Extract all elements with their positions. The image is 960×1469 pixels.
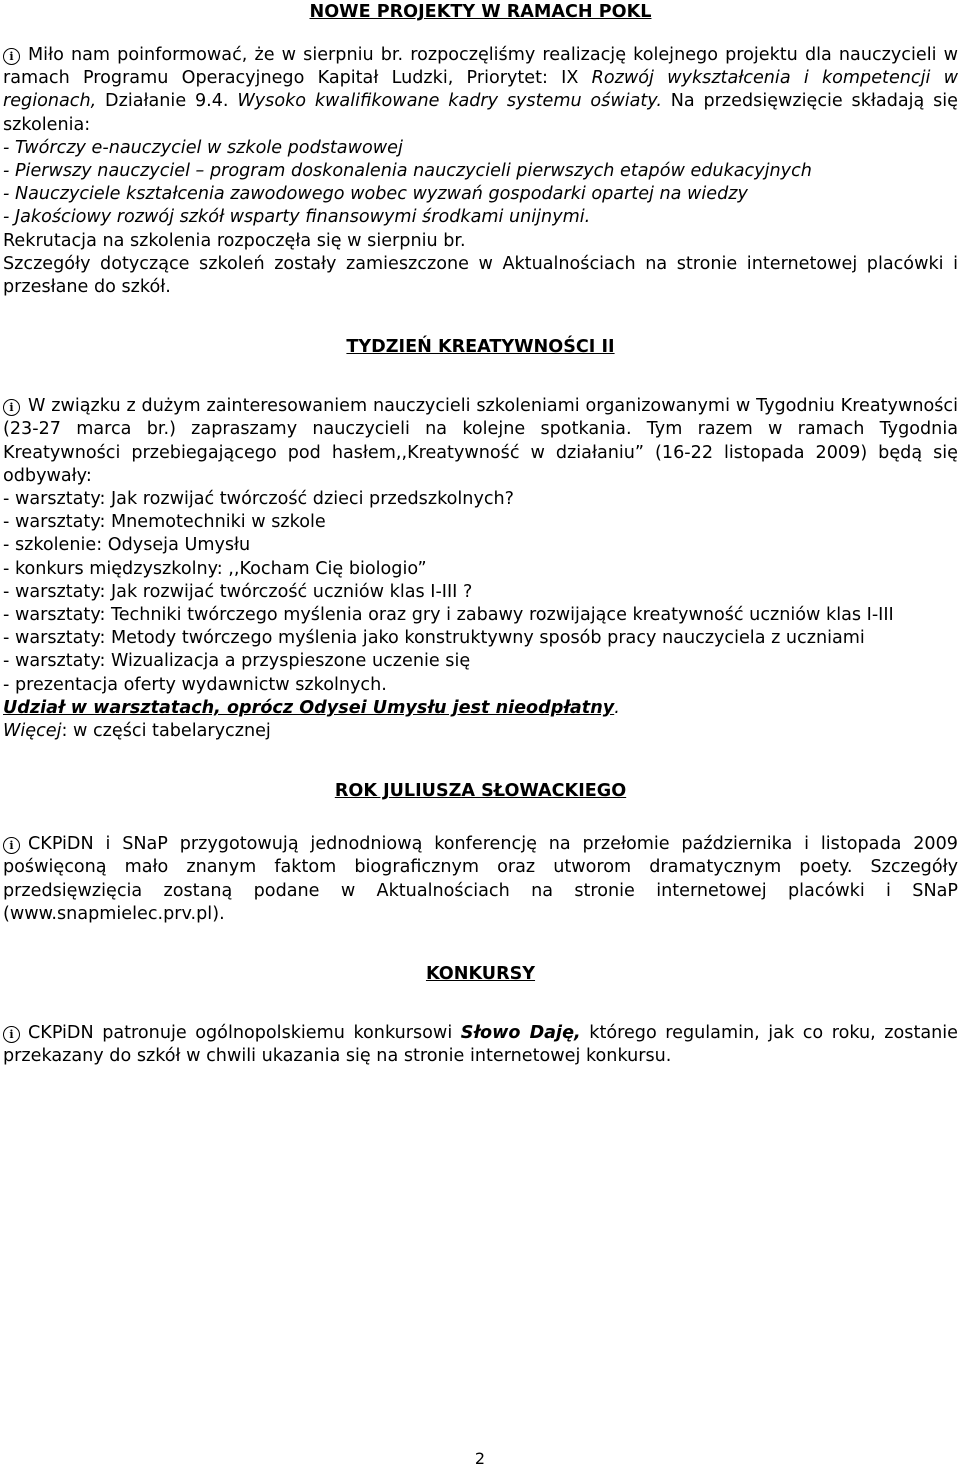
info-icon: i [3, 399, 20, 416]
contests-text-a: CKPiDN patronuje ogólnopolskiemu konkursowi [28, 1023, 453, 1044]
heading-contests: KONKURSY [425, 964, 536, 985]
creativity-item: - szkolenie: Odyseja Umysłu [3, 535, 251, 556]
creativity-intro [3, 395, 958, 488]
creativity-item: - warsztaty: Wizualizacja a przyspieszone uczenie się [3, 651, 471, 672]
pokl-item: - Twórczy e-nauczyciel w szkole podstawowej [3, 137, 403, 158]
creativity-free-note [3, 697, 958, 720]
pokl-text-a: Miło nam poinformować, że w sierpniu br. rozpoczęliśmy realizację kolejnego projektu dla nauczycieli w ramach Programu Operacyjnego Kapitał Ludzki, Priorytet: IX [3, 45, 958, 89]
pokl-item: - Pierwszy nauczyciel – program doskonalenia nauczycieli pierwszych etapów edukacyjnych [3, 161, 812, 182]
contests-paragraph [3, 1022, 958, 1068]
free-note-end: . [614, 697, 620, 718]
pokl-item: - Nauczyciele kształcenia zawodowego wobec wyzwań gospodarki opartej na wiedzy [3, 184, 748, 205]
pokl-item: - Jakościowy rozwój szkół wsparty finansowymi środkami unijnymi. [3, 207, 591, 228]
slowacki-text: CKPiDN i SNaP przygotowują jednodniową konferencję na przełomie października i listopada 2009 poświęconą mało znanym faktom biograficznym oraz utworom dramatycznym poety. Szczegóły przedsięwzięcia zostaną podane w Aktualnościach na stronie internetowej placówki i SNaP (www.snapmielec.prv.pl). [3, 834, 958, 924]
pokl-text-e: Na przedsięwzięcie składają się szkolenia: [3, 91, 959, 135]
pokl-recruitment: Rekrutacja na szkolenia rozpoczęła się w sierpniu br. [3, 230, 466, 251]
document-page [3, 0, 958, 1069]
more-label: Więcej [3, 721, 62, 742]
pokl-text-c: Działanie 9.4. [105, 91, 229, 112]
contests-text-c: którego regulamin, jak co roku, zostanie przekazany do szkół w chwili ukazania się na stronie internetowej konkursu. [3, 1023, 958, 1067]
page-number: 2 [474, 1449, 486, 1468]
creativity-item: - prezentacja oferty wydawnictw szkolnych. [3, 674, 387, 695]
creativity-item: - warsztaty: Jak rozwijać twórczość uczniów klas I-III ? [3, 581, 473, 602]
more-text: : w części tabelarycznej [61, 721, 271, 742]
heading-slowacki: ROK JULIUSZA SŁOWACKIEGO [334, 781, 627, 802]
creativity-item: - warsztaty: Jak rozwijać twórczość dzieci przedszkolnych? [3, 489, 515, 510]
creativity-item: - warsztaty: Techniki twórczego myślenia oraz gry i zabawy rozwijające kreatywność uczniów klas I-III [3, 605, 894, 626]
heading-creativity: TYDZIEŃ KREATYWNOŚCI II [346, 337, 615, 358]
pokl-details: Szczegóły dotyczące szkoleń zostały zamieszczone w Aktualnościach na stronie internetowej placówki i przesłane do szkół. [3, 253, 958, 298]
creativity-item: - warsztaty: Metody twórczego myślenia jako konstruktywny sposób pracy nauczyciela z uczniami [3, 628, 865, 649]
heading-pokl: NOWE PROJEKTY W RAMACH POKL [309, 2, 652, 22]
creativity-item: - warsztaty: Mnemotechniki w szkole [3, 512, 326, 533]
creativity-intro-text: W związku z dużym zainteresowaniem nauczycieli szkoleniami organizowanymi w Tygodniu Kreatywności (23-27 marca br.) zapraszamy nauczycieli na kolejne spotkania. Tym razem w ramach Tygodnia Kreatywności przebiegającego pod hasłem,,Kreatywność w działaniu” (16-22 listopada 2009) będą się odbywały: [3, 396, 958, 486]
creativity-item: - konkurs międzyszkolny: ,,Kocham Cię biologio” [3, 558, 427, 579]
pokl-text-d: Wysoko kwalifikowane kadry systemu oświaty. [237, 91, 662, 112]
pokl-paragraph [3, 44, 958, 137]
free-note-text: Udział w warsztatach, oprócz Odysei Umysłu jest nieodpłatny [3, 697, 615, 718]
info-icon: i [3, 837, 20, 854]
slowacki-paragraph [3, 833, 958, 926]
info-icon: i [3, 48, 20, 65]
pokl-text-b: Rozwój wykształcenia i kompetencji w regionach, [3, 68, 959, 112]
creativity-more [3, 720, 958, 743]
contests-text-b: Słowo Daję, [460, 1023, 581, 1044]
info-icon: i [3, 1026, 20, 1043]
